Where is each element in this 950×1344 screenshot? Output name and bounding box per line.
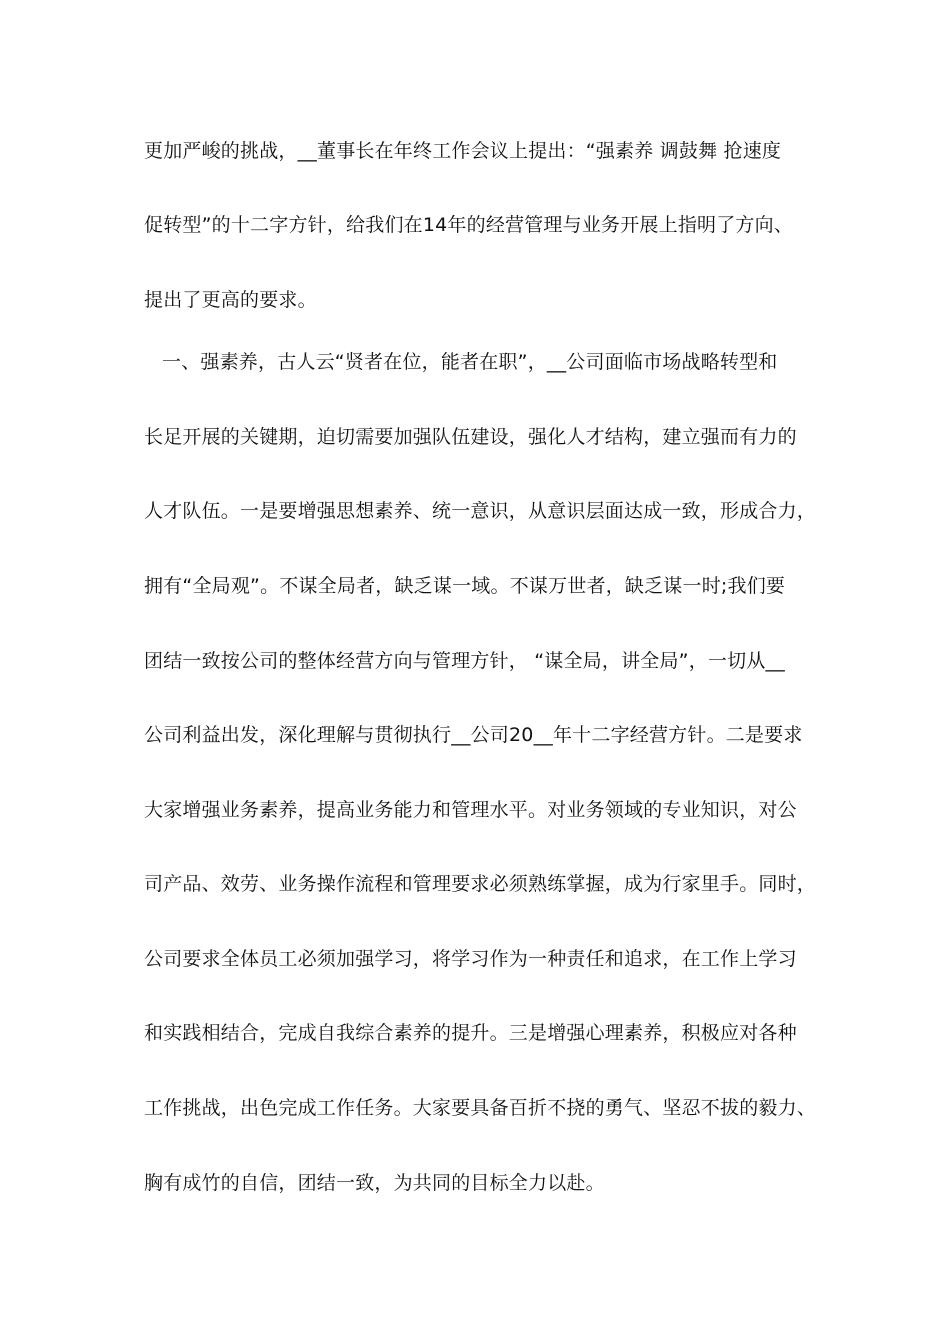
text-line: 公司要求全体员工必须加强学习，将学习作为一种责任和追求，在工作上学习 [144, 948, 797, 970]
text-line: 团结一致按公司的整体经营方向与管理方针， “谋全局，讲全局”，一切从__ [144, 650, 785, 672]
text-line: 促转型”的十二字方针，给我们在14年的经营管理与业务开展上指明了方向、 [144, 214, 794, 236]
text-line: 更加严峻的挑战，__董事长在年终工作会议上提出：“强素养 调鼓舞 抢速度 [144, 140, 782, 162]
text-line: 大家增强业务素养，提高业务能力和管理水平。对业务领域的专业知识，对公 [144, 799, 797, 821]
text-line: 长足开展的关键期，迫切需要加强队伍建设，强化人才结构，建立强而有力的 [144, 426, 797, 448]
text-line: 司产品、效劳、业务操作流程和管理要求必须熟练掌握，成为行家里手。同时， [144, 873, 817, 895]
text-line: 胸有成竹的自信，团结一致，为共同的目标全力以赴。 [144, 1172, 605, 1194]
text-line: 提出了更高的要求。 [144, 289, 317, 311]
text-line: 和实践相结合，完成自我综合素养的提升。三是增强心理素养，积极应对各种 [144, 1022, 797, 1044]
text-line: 拥有“全局观”。不谋全局者，缺乏谋一域。不谋万世者，缺乏谋一时;我们要 [144, 575, 786, 597]
section-heading-line: 一、强素养，古人云“贤者在位，能者在职”，__公司面临市场战略转型和 [162, 351, 778, 373]
text-line: 工作挑战，出色完成工作任务。大家要具备百折不挠的勇气、坚忍不拔的毅力、 [144, 1097, 817, 1119]
text-line: 人才队伍。一是要增强思想素养、统一意识，从意识层面达成一致，形成合力， [144, 500, 817, 522]
text-line: 公司利益出发，深化理解与贯彻执行__公司20__年十二字经营方针。二是要求 [144, 724, 803, 746]
